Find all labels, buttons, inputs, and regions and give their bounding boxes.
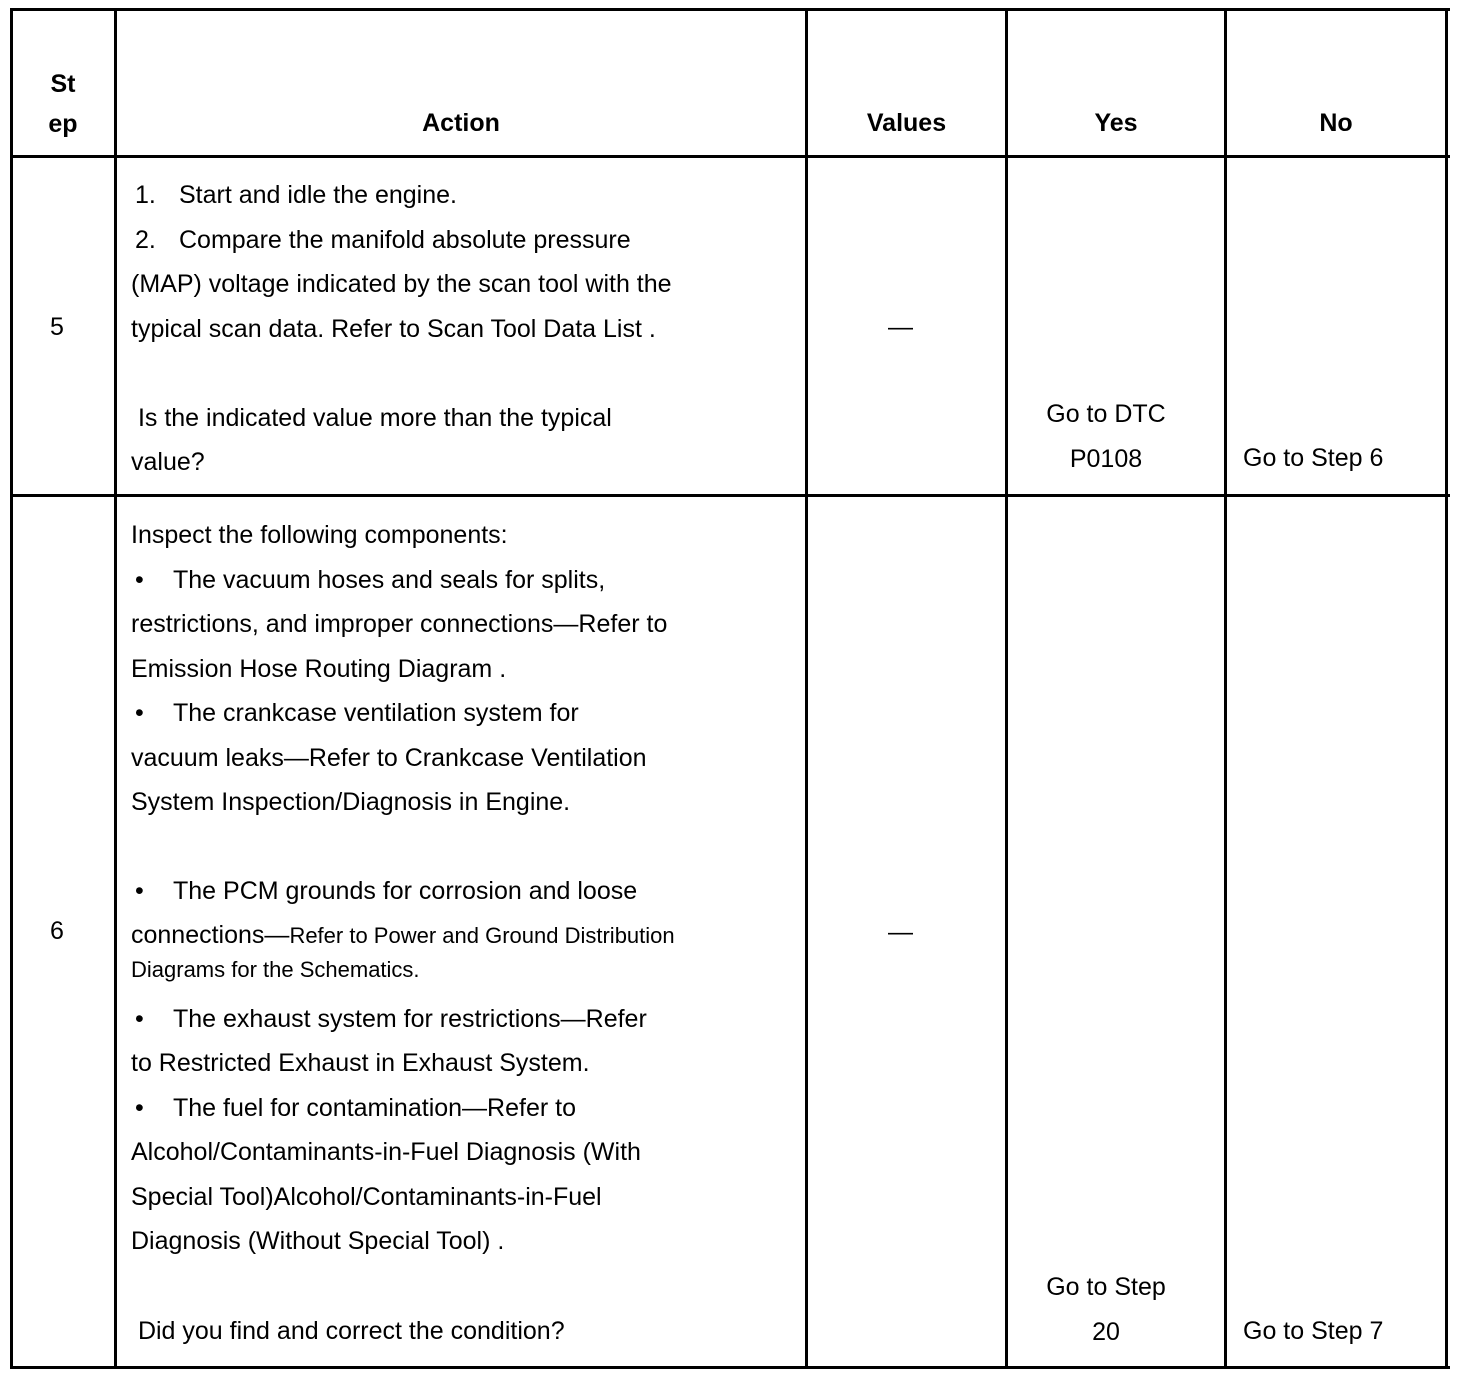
bullet-icon: • bbox=[135, 699, 144, 727]
bullet-text: connections— bbox=[131, 921, 290, 949]
step-number: 6 bbox=[50, 917, 64, 945]
bullet-text-small: Refer to Power and Ground Distribution bbox=[289, 923, 675, 948]
question-line: Did you find and correct the condition? bbox=[131, 1317, 565, 1345]
question-line: value? bbox=[131, 448, 205, 476]
header-step-line1: St bbox=[50, 70, 76, 98]
header-divider bbox=[10, 155, 1450, 158]
header-no: No bbox=[1319, 109, 1353, 137]
action-line: vacuum leaks—Refer to Crankcase Ventilation bbox=[131, 743, 647, 772]
yes-line: Go to DTC bbox=[1046, 400, 1166, 428]
bullet-text: The PCM grounds for corrosion and loose bbox=[173, 876, 638, 905]
action-item: Compare the manifold absolute pressure bbox=[179, 225, 631, 254]
header-yes: Yes bbox=[1094, 109, 1138, 137]
action-line: Inspect the following components: bbox=[131, 521, 508, 549]
action-line: Alcohol/Contaminants-in-Fuel Diagnosis (With bbox=[131, 1138, 641, 1166]
column-divider-values bbox=[1005, 8, 1008, 1369]
yes-line: Go to Step bbox=[1046, 1273, 1166, 1301]
action-line bbox=[131, 1086, 675, 1131]
bullet-icon: • bbox=[135, 1004, 144, 1033]
list-number: 1. bbox=[135, 181, 156, 209]
table-border-top bbox=[10, 8, 1450, 11]
diagnostic-table bbox=[10, 8, 1450, 1370]
action-line: (MAP) voltage indicated by the scan tool with the bbox=[131, 270, 672, 298]
bullet-icon: • bbox=[135, 1093, 144, 1122]
column-divider-action bbox=[805, 8, 808, 1369]
table-border-bottom bbox=[10, 1366, 1450, 1369]
column-divider-step bbox=[114, 8, 117, 1369]
blank-line bbox=[131, 351, 672, 396]
yes-cell bbox=[1008, 1265, 1204, 1354]
values-cell: — bbox=[888, 918, 913, 946]
table-border-right bbox=[1445, 8, 1448, 1369]
action-line: Diagnosis (Without Special Tool) . bbox=[131, 1227, 505, 1255]
action-line bbox=[131, 558, 675, 603]
action-line bbox=[131, 913, 675, 959]
header-values: Values bbox=[866, 109, 947, 137]
list-number: 2. bbox=[135, 225, 156, 254]
action-text bbox=[131, 173, 672, 485]
yes-line: P0108 bbox=[1069, 444, 1143, 473]
action-line bbox=[131, 869, 675, 914]
action-line: Emission Hose Routing Diagram . bbox=[131, 654, 507, 683]
action-line: System Inspection/Diagnosis in Engine. bbox=[131, 788, 571, 816]
action-line bbox=[131, 997, 675, 1042]
action-line: restrictions, and improper connections—Refer to bbox=[131, 610, 668, 638]
bullet-text: The exhaust system for restrictions—Refer bbox=[173, 1004, 647, 1033]
column-divider-yes bbox=[1224, 8, 1227, 1369]
table-border-left bbox=[10, 8, 13, 1369]
header-step-line2: ep bbox=[48, 110, 78, 138]
bullet-text: The fuel for contamination—Refer to bbox=[173, 1093, 576, 1122]
bullet-text: The vacuum hoses and seals for splits, bbox=[173, 565, 606, 594]
yes-cell bbox=[1008, 392, 1204, 481]
action-text bbox=[131, 513, 675, 1264]
yes-line: 20 bbox=[1092, 1317, 1120, 1346]
action-line bbox=[131, 691, 675, 736]
action-line: Special Tool)Alcohol/Contaminants-in-Fuel bbox=[131, 1182, 602, 1211]
question-line: Is the indicated value more than the typical bbox=[131, 403, 612, 432]
action-item: Start and idle the engine. bbox=[179, 181, 457, 209]
action-line bbox=[131, 218, 672, 263]
values-cell: — bbox=[888, 313, 913, 341]
step-number: 5 bbox=[50, 313, 64, 341]
no-cell: Go to Step 6 bbox=[1243, 444, 1384, 472]
blank-line bbox=[131, 825, 675, 869]
bullet-text: The crankcase ventilation system for bbox=[173, 699, 579, 727]
bullet-icon: • bbox=[135, 565, 144, 594]
action-line: to Restricted Exhaust in Exhaust System. bbox=[131, 1049, 590, 1077]
row-divider bbox=[10, 494, 1450, 497]
header-action: Action bbox=[422, 109, 500, 137]
action-line bbox=[131, 173, 672, 218]
no-cell: Go to Step 7 bbox=[1243, 1317, 1384, 1345]
action-line: typical scan data. Refer to Scan Tool Data List . bbox=[131, 314, 656, 343]
header-step bbox=[13, 64, 113, 144]
action-line-small: Diagrams for the Schematics. bbox=[131, 956, 420, 982]
bullet-icon: • bbox=[135, 876, 144, 905]
